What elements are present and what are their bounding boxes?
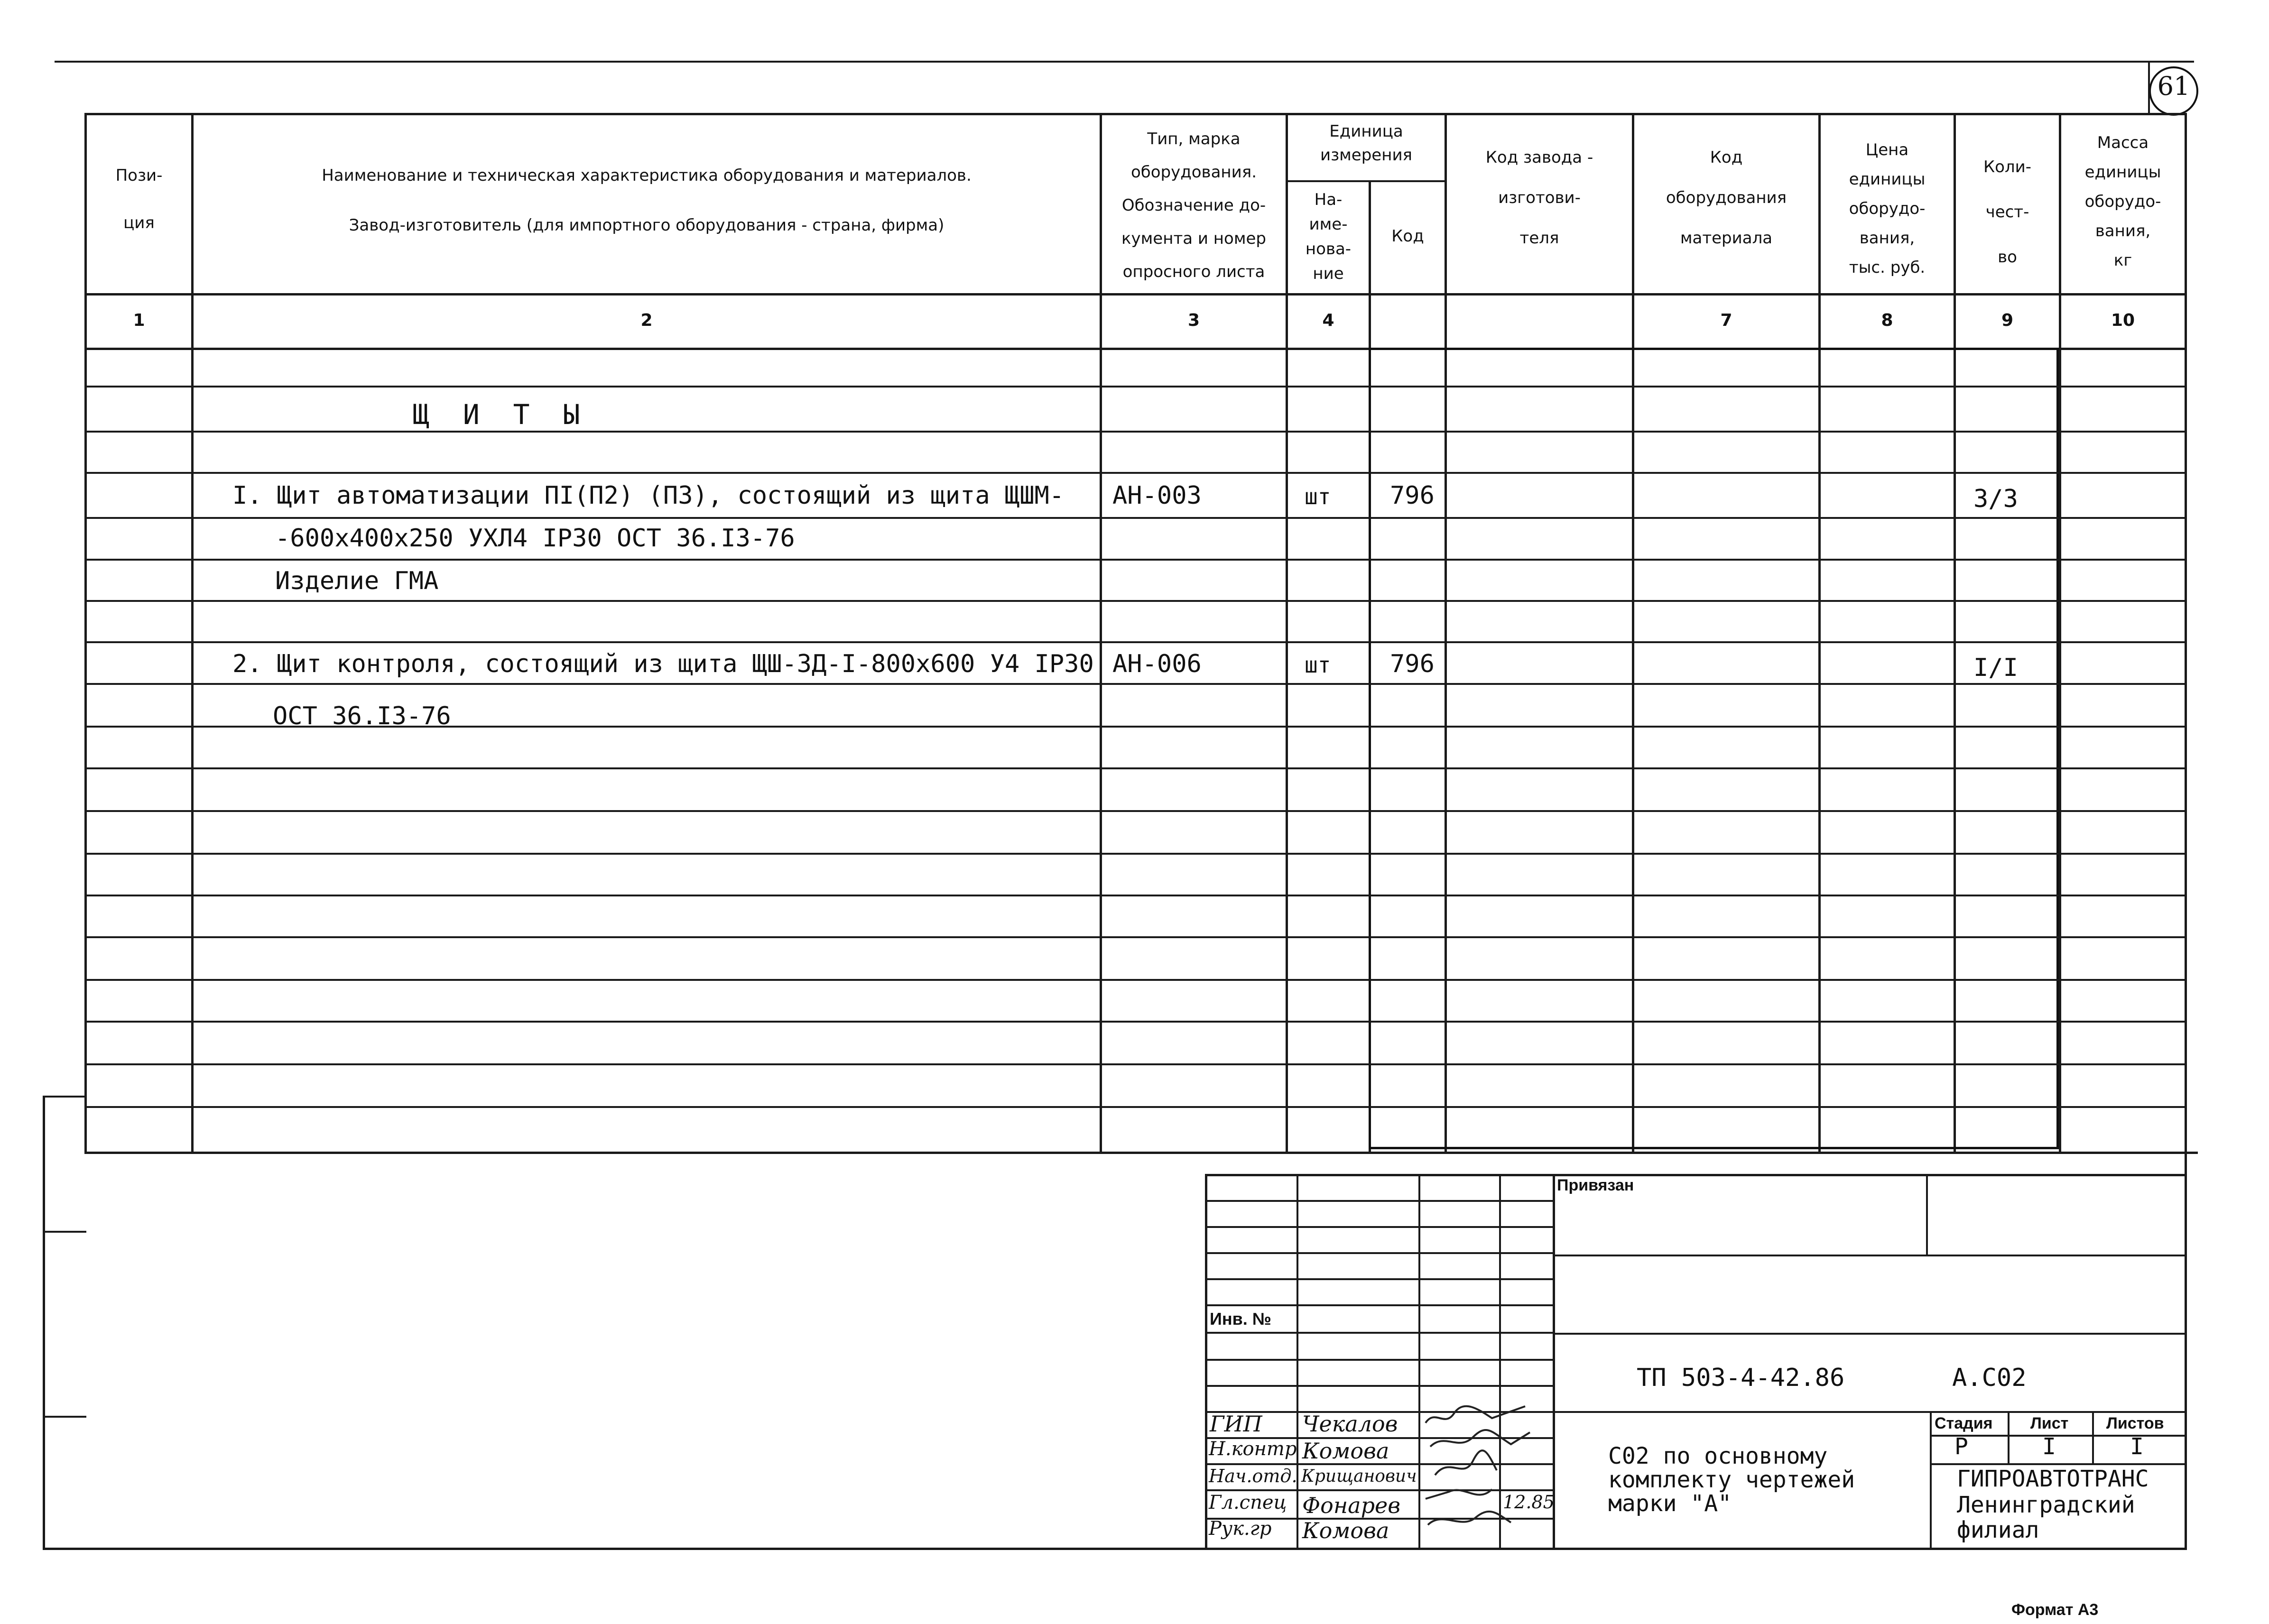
tb-row-line [1205,1278,1554,1280]
tb-row-line [1205,1252,1554,1254]
name-rukgr: Комова [1302,1518,1389,1543]
hdr-mass: Масса единицы оборудо- вания, кг [2084,133,2161,270]
table-top [84,113,2187,115]
hdr-name-line1: Наименование и техническая характеристика оборудования и материалов. [322,166,972,185]
hdr-name-line2: Завод-изготовитель (для импортного оборудования - страна, фирма) [349,216,945,235]
role-glspec: Гл.спец [1209,1492,1287,1513]
org-1: ГИПРОАВТОТРАНС [1957,1466,2149,1492]
row-line [84,853,2187,855]
doc-title-3: марки "А" [1608,1490,1732,1517]
item1-line1: I. Щит автоматизации ПI(П2) (П3), состоящий из щита ЩШМ- [232,481,1065,510]
colnum-9: 9 [2001,311,2014,330]
sheet-value: I [2042,1433,2056,1460]
header-bottom [84,293,2187,295]
item1-unit: шт [1305,484,1331,509]
stage-label: Стадия [1935,1414,1993,1432]
row-line [84,683,2187,685]
sheets-value: I [2130,1433,2144,1460]
tb-r-h5 [1930,1463,2187,1465]
item1-line3: Изделие ГМА [275,567,439,595]
colnum-4: 4 [1322,311,1334,330]
role-nkontr: Н.контр [1209,1438,1297,1460]
org-3: филиал [1957,1517,2039,1543]
hdr-unit-name: На- име- нова- ние [1305,190,1352,283]
tb-r-v2 [2008,1411,2010,1463]
row-line [84,386,2187,388]
sign-date: 12.85 [1503,1492,1555,1513]
binding-strip-div2 [43,1416,86,1418]
item2-code: 796 [1390,650,1435,678]
hdr-price: Цена единицы оборудо- вания, тыс. руб. [1849,140,1926,277]
colnum-2: 2 [640,311,653,330]
tb-row-line [1205,1359,1554,1361]
tb-row-line [1205,1304,1554,1306]
sheet-number: 61 [2157,71,2190,101]
lower-frame-top [84,1152,2198,1154]
tb-v2 [1418,1174,1420,1549]
name-nachotd: Крищанович [1301,1467,1417,1486]
hdr-position: Пози- ция [115,166,163,232]
role-nachotd: Нач.отд. [1209,1466,1297,1486]
org-2: Ленинградский [1957,1492,2135,1518]
hdr-type: Тип, марка оборудования. Обозначение до- кумента и номер опросного листа [1121,129,1266,281]
name-nkontr: Комова [1302,1438,1389,1464]
colnum-10: 10 [2111,311,2135,330]
row-line [84,431,2187,433]
tb-r-h1 [1553,1255,2187,1256]
colnum-8: 8 [1881,311,1893,330]
row-line [84,1063,2187,1065]
row-line [84,979,2187,981]
hdr-unit-code: Код [1391,227,1424,246]
row-line [84,600,2187,602]
unit-group-divider [1286,180,1447,182]
binding-strip-div1 [43,1231,86,1233]
hdr-factory-code: Код завода - изготови- теля [1485,148,1593,248]
role-rukgr: Рук.гр [1209,1518,1272,1540]
tb-v1 [1297,1174,1298,1549]
item2-qty: I/I [1973,654,2018,682]
item1-line2: -600x400x250 УХЛ4 IP30 ОСТ 36.I3-76 [275,524,795,553]
doc-code: ТП 503-4-42.86 [1637,1364,1845,1392]
row-line [84,1021,2187,1023]
name-glspec: Фонарев [1302,1493,1401,1518]
doc-title-1: С02 по основному [1608,1443,1828,1469]
inv-no-label: Инв. № [1210,1309,1271,1329]
top-rule [55,61,2194,63]
row-line [84,472,2187,474]
row-line [84,895,2187,896]
item2-type: АН-006 [1112,650,1202,678]
item2-line2: ОСТ 36.I3-76 [273,702,451,730]
tb-row-line [1205,1200,1554,1202]
hdr-quantity: Коли- чест- во [1983,157,2032,267]
privyazan-label: Привязан [1557,1176,1634,1194]
role-gip: ГИП [1210,1411,1262,1437]
colnum-3: 3 [1187,311,1200,330]
signatures-icon [1421,1404,1554,1546]
tb-r-v1 [1930,1411,1932,1549]
row-line [84,559,2187,561]
item2-line1: 2. Щит контроля, состоящий из щита ЩШ-3Д-I-800x600 У4 IP30 [232,650,1094,678]
row-line [84,1106,2187,1108]
tb-row-line [1205,1226,1554,1228]
binding-strip-left [43,1096,45,1550]
hdr-unit-group: Единица измерения [1320,122,1413,165]
name-gip: Чекалов [1302,1411,1398,1437]
binding-strip-top [43,1096,86,1098]
format-label: Формат А3 [2011,1601,2099,1619]
sheet-label: Лист [2030,1414,2069,1432]
row-line [84,810,2187,812]
doc-title-2: комплекту чертежей [1608,1467,1855,1493]
tb-top [1205,1174,2187,1176]
item2-unit: шт [1305,652,1331,678]
tb-r-h2 [1553,1333,2187,1335]
stage-value: Р [1954,1433,1968,1460]
row-line [84,936,2187,938]
colnum-1: 1 [133,311,145,330]
item1-qty: 3/3 [1973,485,2018,513]
colnum-7: 7 [1720,311,1732,330]
row-line [84,517,2187,519]
tb-r-v3 [2092,1411,2094,1463]
row-line [84,767,2187,769]
tb-privyazan-sep [1926,1174,1928,1255]
item1-type: АН-003 [1112,481,1202,510]
row-line [84,641,2187,643]
bold-box [1369,348,2059,1149]
tb-row-line [1205,1332,1554,1334]
tb-r-h4 [1930,1435,2187,1437]
sheets-label: Листов [2106,1414,2164,1432]
badge-tick [2148,63,2150,114]
section-title: Щ И Т Ы [413,398,589,431]
col-sep-1 [191,113,194,1152]
frame-right [2185,113,2187,1152]
tb-left [1205,1174,1207,1549]
sheet-code: А.С02 [1952,1364,2027,1392]
item1-code: 796 [1390,481,1435,510]
frame-left [84,113,87,1152]
tb-row-line [1205,1385,1554,1387]
hdr-equipment-code: Код оборудования материала [1666,148,1787,248]
